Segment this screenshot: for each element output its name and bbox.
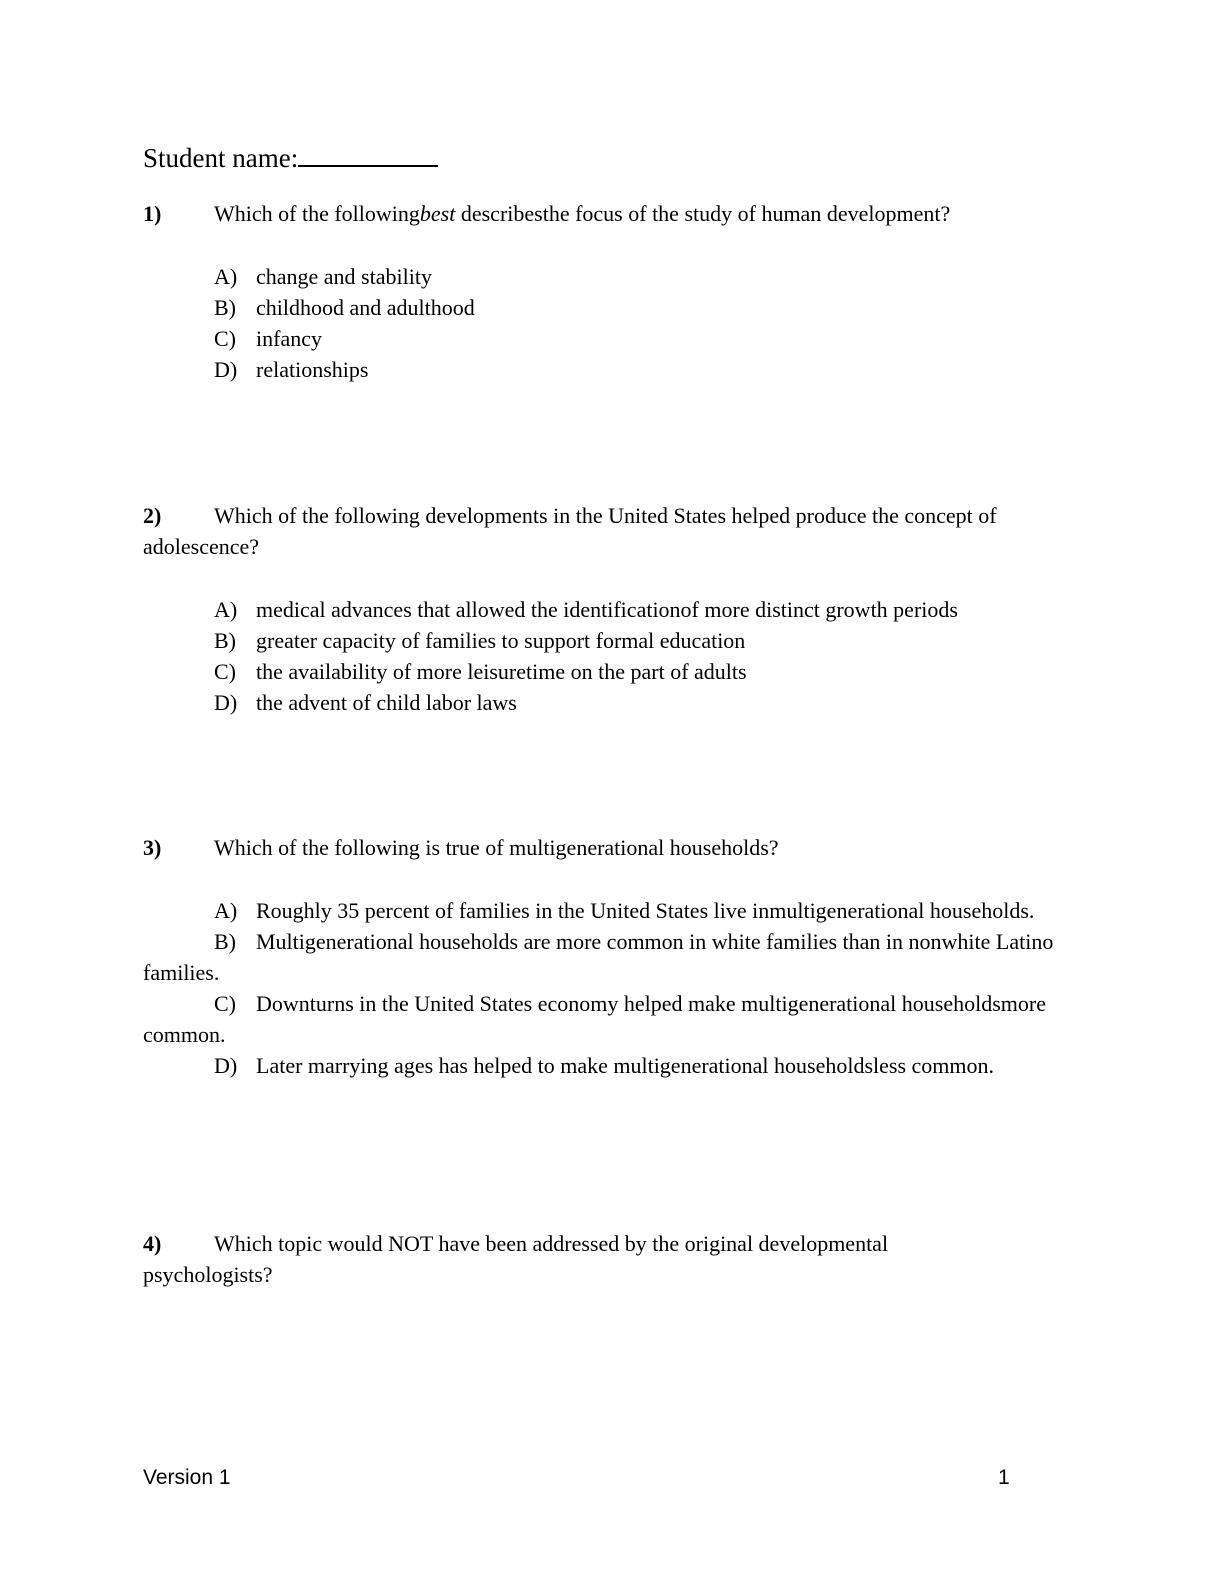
option-text: Roughly 35 percent of families in the United States live inmultigenerational households. <box>256 898 1035 923</box>
option-letter: B) <box>214 929 236 954</box>
answer-option-b[interactable] <box>143 292 1073 323</box>
question-3 <box>143 832 1073 1081</box>
answer-option-b[interactable] <box>143 926 1073 988</box>
answer-option-c[interactable] <box>143 656 1073 687</box>
question-number: 1) <box>143 201 162 226</box>
question-text-line2: adolescence? <box>143 534 260 559</box>
answer-option-a[interactable] <box>143 895 1073 926</box>
option-text: change and stability <box>256 264 432 289</box>
answer-option-c[interactable] <box>143 988 1073 1050</box>
answer-option-d[interactable] <box>143 687 1073 718</box>
option-text: medical advances that allowed the identificationof more distinct growth periods <box>256 597 958 622</box>
question-text: Which of the following is true of multigenerational households? <box>214 835 779 860</box>
option-text: greater capacity of families to support formal education <box>256 628 746 653</box>
option-letter: A) <box>214 597 238 622</box>
question-4 <box>143 1228 1073 1290</box>
option-letter: D) <box>214 1053 238 1078</box>
question-number: 2) <box>143 503 162 528</box>
question-text-line2: psychologists? <box>143 1262 273 1287</box>
question-number: 4) <box>143 1231 162 1256</box>
answer-option-c[interactable] <box>143 323 1073 354</box>
answer-option-d[interactable] <box>143 354 1073 385</box>
option-letter: A) <box>214 898 238 923</box>
question-1 <box>143 198 1073 385</box>
option-letter: D) <box>214 357 238 382</box>
question-2 <box>143 500 1073 718</box>
option-text: infancy <box>256 326 322 351</box>
question-3-stem <box>143 832 1073 863</box>
option-letter: C) <box>214 326 236 351</box>
question-2-stem <box>143 500 1073 531</box>
option-text: childhood and adulthood <box>256 295 475 320</box>
question-text: Which topic would NOT have been addressed by the original developmental <box>214 1231 889 1256</box>
question-text: Which of the following developments in the United States helped produce the concept of <box>214 503 997 528</box>
question-number: 3) <box>143 835 162 860</box>
answer-options <box>143 895 1073 1081</box>
answer-option-d[interactable] <box>143 1050 1073 1081</box>
question-1-stem <box>143 198 1073 229</box>
option-text: the availability of more leisuretime on the part of adults <box>256 659 747 684</box>
option-letter: C) <box>214 659 236 684</box>
option-text: Multigenerational households are more common in white families than in nonwhite Latino families. <box>143 929 1054 985</box>
option-letter: A) <box>214 264 238 289</box>
question-emphasis: best <box>419 201 456 226</box>
student-name-field <box>143 140 438 176</box>
option-text: Downturns in the United States economy helped make multigenerational householdsmore common. <box>143 991 1046 1047</box>
question-4-stem <box>143 1228 1073 1259</box>
answer-option-b[interactable] <box>143 625 1073 656</box>
option-text: the advent of child labor laws <box>256 690 517 715</box>
student-name-blank[interactable] <box>298 143 438 167</box>
answer-option-a[interactable] <box>143 261 1073 292</box>
footer-page-number: 1 <box>998 1466 1010 1489</box>
option-letter: C) <box>214 991 236 1016</box>
answer-options <box>143 594 1073 718</box>
answer-options <box>143 261 1073 385</box>
footer-version: Version 1 <box>143 1466 231 1489</box>
question-text-cont: describesthe focus of the study of human development? <box>455 201 951 226</box>
option-letter: B) <box>214 295 236 320</box>
question-text: Which of the following <box>214 201 420 226</box>
option-text: relationships <box>256 357 369 382</box>
student-name-label: Student name: <box>143 143 299 173</box>
option-text: Later marrying ages has helped to make multigenerational householdsless common. <box>256 1053 995 1078</box>
option-letter: B) <box>214 628 236 653</box>
option-letter: D) <box>214 690 238 715</box>
answer-option-a[interactable] <box>143 594 1073 625</box>
